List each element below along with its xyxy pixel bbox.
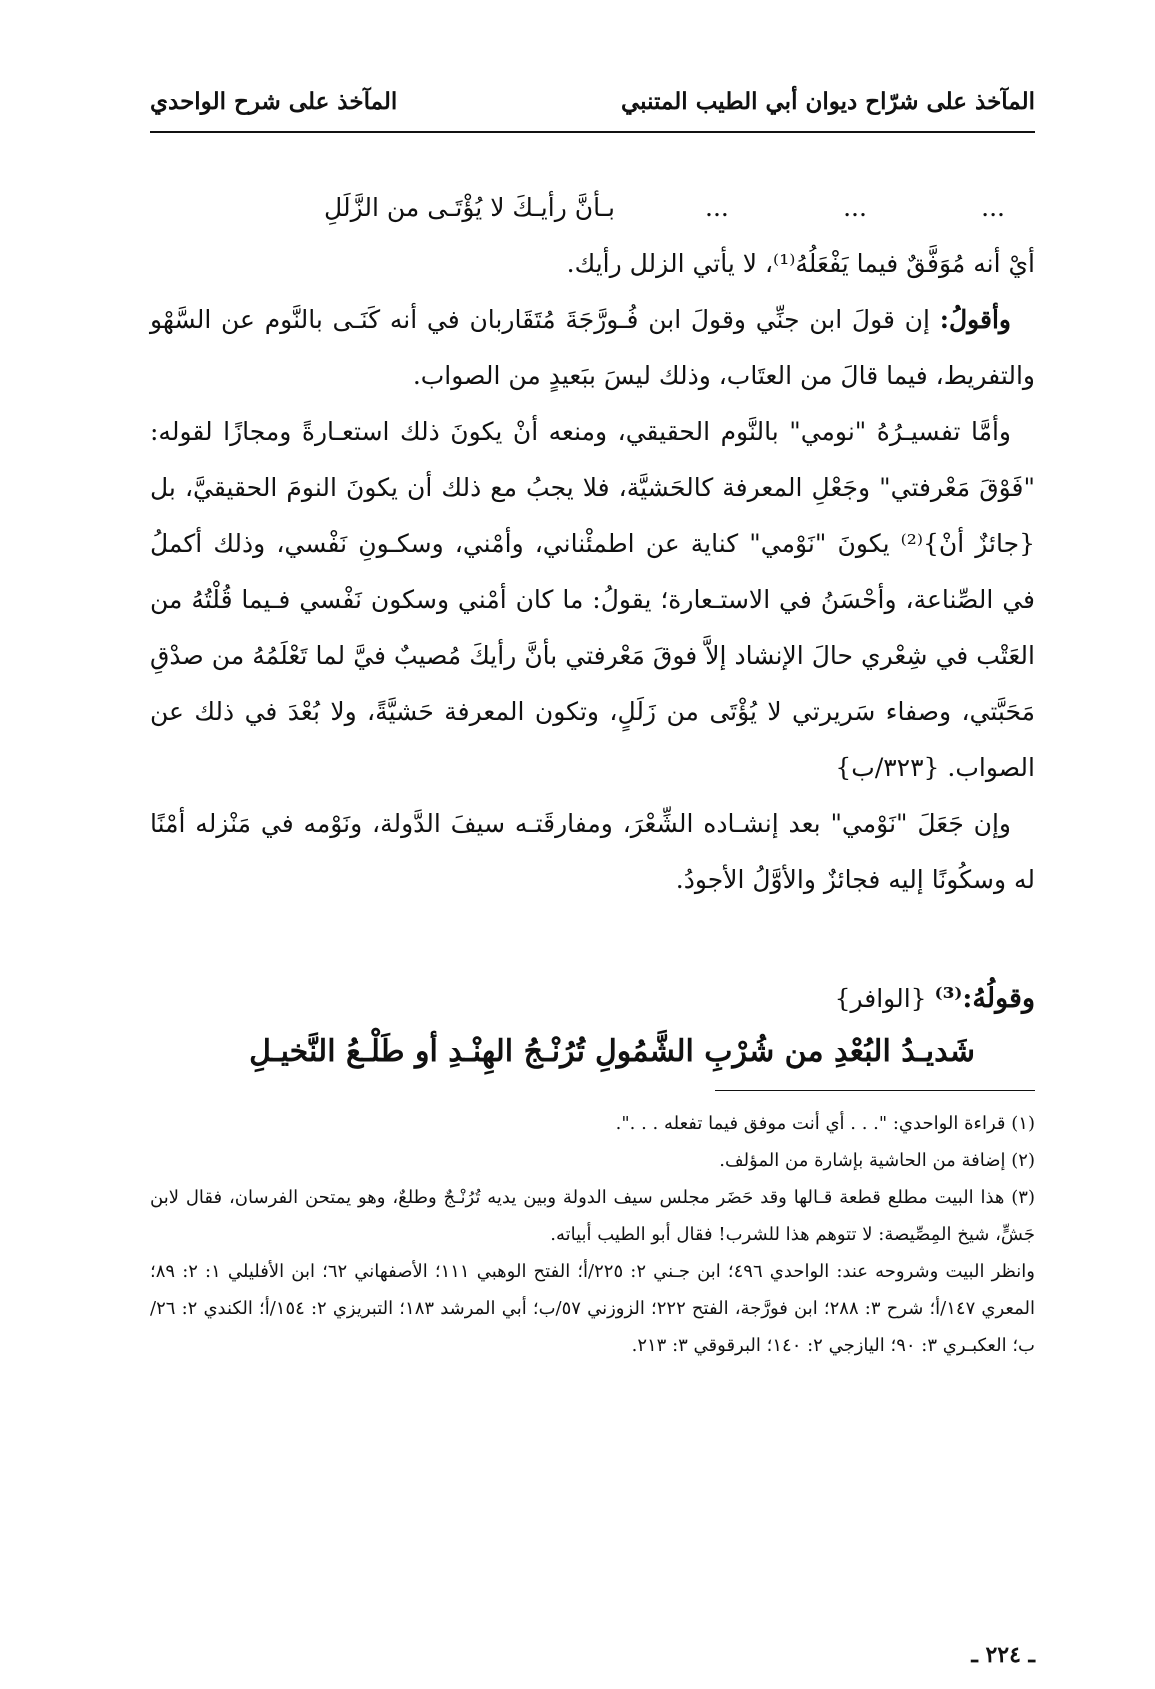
footnote-3-continued: وانظر البيت وشروحه عند: الواحدي ٤٩٦؛ ابن جـني ٢: ٢٢٥/أ؛ الفتح الوهبي ١١١؛ الأصفهاني ٦٢؛ ابن الأفليلي ١: ٢: ٨٩؛ المعري ١٤٧/أ؛ شرح ٣: ٢٨٨؛ ابن فورَّجة، الفتح ٢٢٢؛ الزوزني ٥٧/ب؛ أبي المرشد ١٨٣؛ التبريزي ٢: ١٥٤/أ؛ الكندي ٢: ٢٦/ب؛ العكبـري ٣: ٩٠؛ اليازجي ٢: ١٤٠؛ البرقوقي ٣: ٢١٣. <box>150 1261 1036 1356</box>
verse-intro: وقولُهُ:⁽³⁾ <box>934 983 1035 1014</box>
page-number: ـ ٢٢٤ ـ <box>971 1642 1035 1668</box>
footnote-rule <box>715 1090 1035 1091</box>
verse-first-hemistich: شَديـدُ البُعْدِ من شُرْبِ الشَّمُولِ <box>594 1034 975 1069</box>
paragraph-text: إن قولَ ابن جنِّي وقولَ ابن فُـورَّجَةَ مُتَقَاربان في أنه كَنَـى بالنَّوم عن السَّهْو والتفريط، فيما قالَ من العتَاب، وذلك ليسَ ببَعيدٍ من الصواب. <box>150 305 1035 390</box>
book-title-header: المآخذ على شرّاح ديوان أبي الطيب المتنبي <box>621 88 1035 115</box>
main-text <box>150 180 1035 1084</box>
verse-2-heading <box>150 974 1035 1024</box>
paragraph-text: وإن جَعَلَ "نَوْمي" بعد إنشـاده الشِّعْرَ، ومفارقَتـه سيفَ الدَّولة، ونَوْمه في مَنْزله أمْنًا له وسكُونًا إليه فجائزٌ والأوَّلُ الأجودُ. <box>150 809 1035 894</box>
verse-second-hemistich: تُرُنْـجُ الهِنْـدِ أو طَلْـعُ النَّخيـلِ <box>249 1034 585 1069</box>
verse-hemistich: بـأنَّ رأيـكَ لا يُؤْتَـى من الزَّلَلِ <box>324 193 615 222</box>
running-header <box>150 88 1035 128</box>
meter-name: {الوافر} <box>834 984 927 1013</box>
header-rule <box>150 131 1035 133</box>
footnote-3: (٣) هذا البيت مطلع قطعة قـالها وقد حَضَر مجلس سيف الدولة وبين يديه تُرُنْـجٌ وطلعٌ، وهو يمتحن الفرسان، فقال لابن جَشٍّ، شيخ المِصِّيصة: لا تتوهم هذا للشرب! فقال أبو الطيب أبياته. <box>150 1187 1035 1245</box>
ellipsis: ... <box>705 193 729 222</box>
spacer <box>150 908 1035 956</box>
ellipsis: ... <box>981 193 1005 222</box>
paragraph-4 <box>150 796 1035 908</box>
paragraph-lead: وأقولُ: <box>939 305 1011 334</box>
verse-line-2 <box>150 1024 1035 1084</box>
footnote-1: (١) قراءة الواحدي: ". . . أي أنت موفق فيما تفعله . . .". <box>615 1113 1035 1134</box>
ellipsis: ... <box>843 193 867 222</box>
verse-line-1 <box>150 180 1035 236</box>
paragraph-text: وأمَّا تفسيـرُهُ "نومي" بالنَّوم الحقيقي، ومنعه أنْ يكونَ ذلك استعـارةً ومجازًا لقوله: "فَوْقَ مَعْرفتي" وجَعْلِ المعرفة كالحَشيَّة، فلا يجبُ مع ذلك أن يكونَ النومَ الحقيقيَّ، بل {جائزٌ أنْ}⁽²⁾ يكونَ "نَوْمي" كناية عن اطمئْناني، وأمْني، وسكـونِ نَفْسي، وذلك أكملُ في الصِّناعة، وأحْسَنُ في الاستـعارة؛ يقولُ: ما كان أمْني وسكون نَفْسي فـيما قُلْتُهُ من العَتْب في شِعْري حالَ الإنشاد إلاَّ فوقَ مَعْرفتي بأنَّ رأيكَ مُصيبٌ فيَّ لما تَعْلَمُهُ من صدْقِ مَحَبَّتي، وصفاء سَريرتي لا يُؤْتَى من زَلَلٍ، وتكون المعرفة حَشيَّةً، ولا بُعْدَ في ذلك عن الصواب. {٣٢٣/ب} <box>150 417 1035 782</box>
paragraph-2 <box>150 292 1035 404</box>
paragraph-text: أيْ أنه مُوَفَّقٌ فيما يَفْعَلُهُ⁽¹⁾، لا يأتي الزلل رأيك. <box>566 249 1035 278</box>
verse-ellipsis <box>675 180 1035 236</box>
paragraph-1 <box>150 236 1035 292</box>
paragraph-3 <box>150 404 1035 796</box>
footnote-2: (٢) إضافة من الحاشية بإشارة من المؤلف. <box>719 1150 1035 1171</box>
footnotes <box>150 1105 1035 1364</box>
section-title-header: المآخذ على شرح الواحدي <box>150 88 398 115</box>
